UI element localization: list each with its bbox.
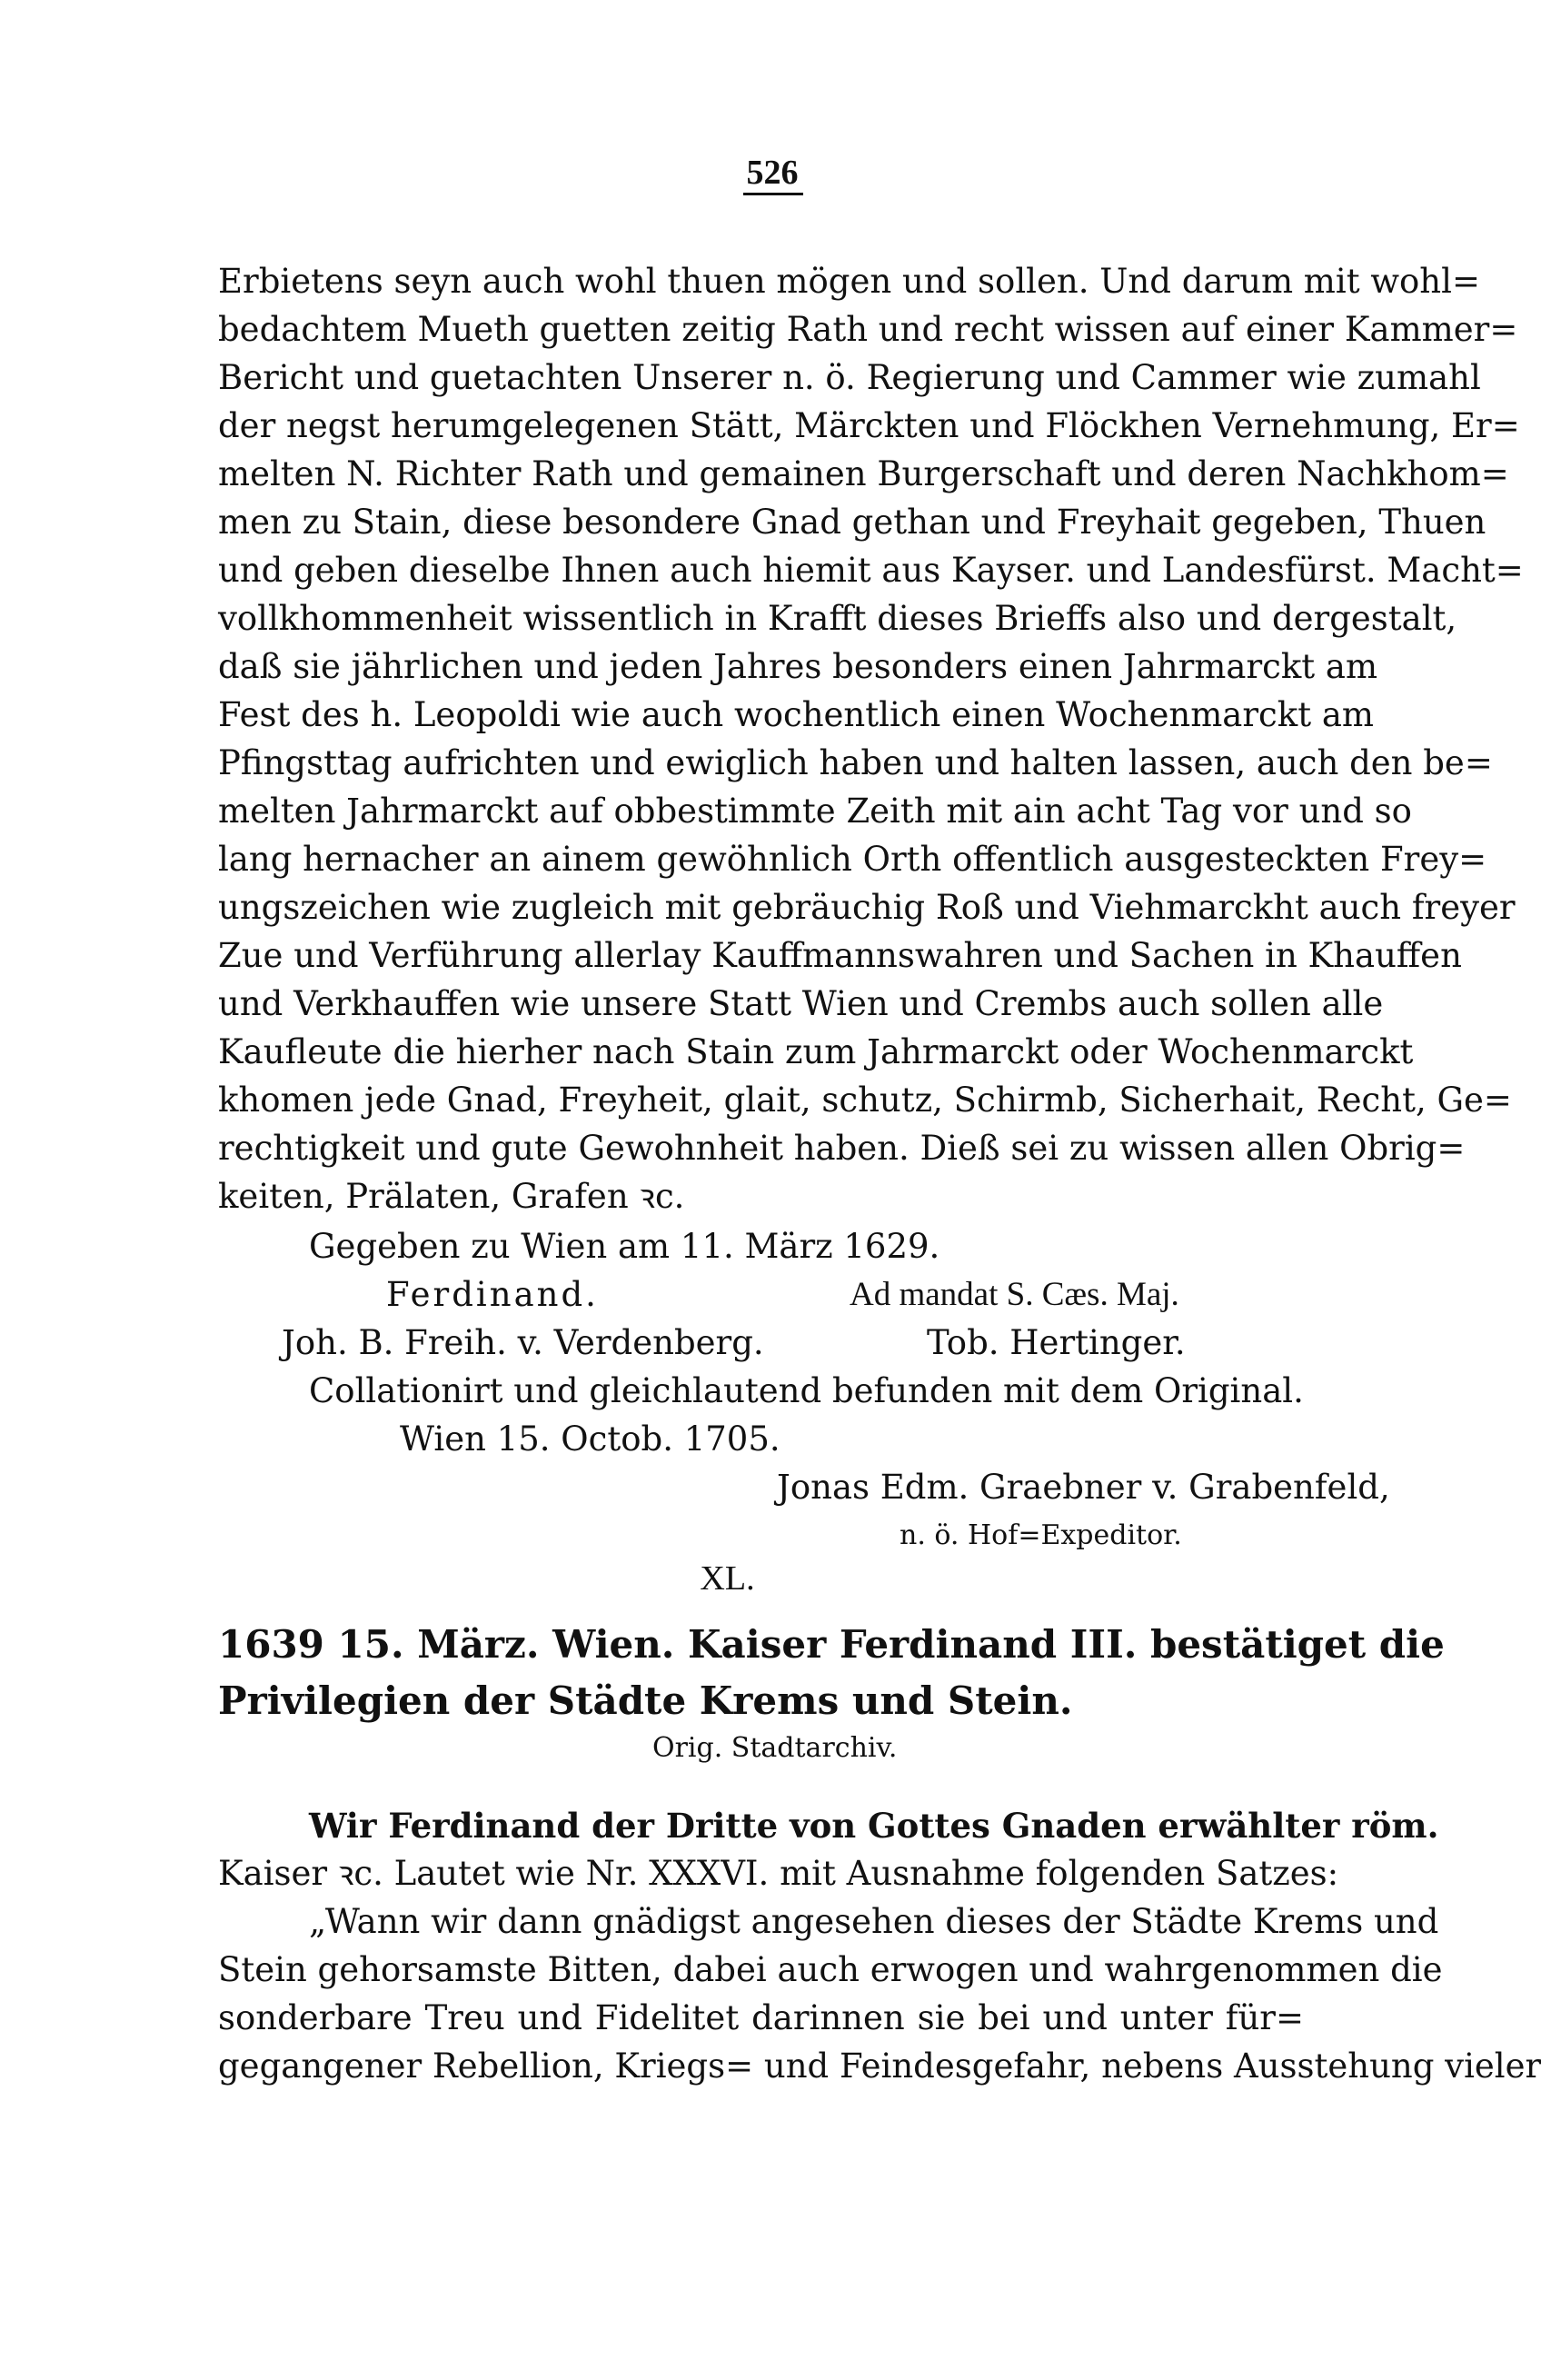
page-number: 526 xyxy=(746,154,799,192)
signature-verdenberg: Joh. B. Freih. v. Verdenberg. xyxy=(282,1323,764,1362)
text-line: Zue und Verführung allerlay Kauffmannswahren und Sachen in Khauffen xyxy=(218,936,1462,975)
text-line: sonderbare Treu und Fidelitet darinnen sie bei und unter für= xyxy=(218,1998,1304,2037)
text-line: Erbietens seyn auch wohl thuen mögen und sollen. Und darum mit wohl= xyxy=(218,262,1480,301)
text-line: und Verkhauffen wie unsere Statt Wien und Crembs auch sollen alle xyxy=(218,984,1384,1023)
text-line: Kaiser ꝛc. Lautet wie Nr. XXXVI. mit Ausnahme folgenden Satzes: xyxy=(218,1854,1339,1893)
text-line: Bericht und guetachten Unserer n. ö. Regierung und Cammer wie zumahl xyxy=(218,358,1481,397)
vienna-date: Wien 15. Octob. 1705. xyxy=(400,1419,780,1459)
text-line: melten Jahrmarckt auf obbestimmte Zeith mit ain acht Tag vor und so xyxy=(218,792,1412,831)
text-line: daß sie jährlichen und jeden Jahres besonders einen Jahrmarckt am xyxy=(218,647,1378,686)
section-title-line: Privilegien der Städte Krems und Stein. xyxy=(218,1678,1073,1723)
text-line: Stein gehorsamste Bitten, dabei auch erwogen und wahrgenommen die xyxy=(218,1950,1443,1989)
text-line: Kaufleute die hierher nach Stain zum Jahrmarckt oder Wochenmarckt xyxy=(218,1032,1414,1071)
source-note: Orig. Stadtarchiv. xyxy=(652,1732,898,1764)
text-line: ungszeichen wie zugleich mit gebräuchig Roß und Viehmarckht auch freyer xyxy=(218,888,1516,927)
text-line: khomen jede Gnad, Freyheit, glait, schutz, Schirmb, Sicherhait, Recht, Ge= xyxy=(218,1080,1512,1120)
text-line: Pfingsttag aufrichten und ewiglich haben und halten lassen, auch den be= xyxy=(218,743,1493,782)
signer-name: Jonas Edm. Graebner v. Grabenfeld, xyxy=(777,1468,1390,1507)
text-line: keiten, Prälaten, Grafen ꝛc. xyxy=(218,1177,685,1216)
text-line: rechtigkeit und gute Gewohnheit haben. Dieß sei zu wissen allen Obrig= xyxy=(218,1129,1466,1168)
signature-hertinger: Tob. Hertinger. xyxy=(927,1323,1186,1362)
text-line: melten N. Richter Rath und gemainen Burgerschaft und deren Nachkhom= xyxy=(218,454,1509,493)
text-line: vollkhommenheit wissentlich in Krafft dieses Brieffs also und dergestalt, xyxy=(218,599,1457,638)
collation-line: Collationirt und gleichlautend befunden mit dem Original. xyxy=(309,1371,1304,1410)
signer-title: n. ö. Hof=Expeditor. xyxy=(900,1519,1182,1551)
section-title-line: 1639 15. März. Wien. Kaiser Ferdinand III. bestätiget die xyxy=(218,1622,1445,1667)
text-line: Fest des h. Leopoldi wie auch wochentlich einen Wochenmarckt am xyxy=(218,695,1374,734)
text-line: men zu Stain, diese besondere Gnad gethan und Freyhait gegeben, Thuen xyxy=(218,503,1486,542)
section-number: XL. xyxy=(700,1559,755,1598)
text-line: gegangener Rebellion, Kriegs= und Feindesgefahr, nebens Ausstehung vieler xyxy=(218,2046,1541,2086)
given-line: Gegeben zu Wien am 11. März 1629. xyxy=(309,1227,940,1266)
text-line: und geben dieselbe Ihnen auch hiemit aus Kayser. und Landesfürst. Macht= xyxy=(218,551,1524,590)
text-line: lang hernacher an ainem gewöhnlich Orth offentlich ausgesteckten Frey= xyxy=(218,840,1487,879)
text-line: Wir Ferdinand der Dritte von Gottes Gnaden erwählter röm. xyxy=(309,1806,1439,1846)
text-line: der negst herumgelegenen Stätt, Märckten und Flöckhen Vernehmung, Er= xyxy=(218,406,1520,445)
page-number-underline xyxy=(743,193,803,195)
text-line: bedachtem Mueth guetten zeitig Rath und recht wissen auf einer Kammer= xyxy=(218,310,1518,349)
signature-ferdinand: Ferdinand. xyxy=(386,1275,599,1314)
text-line: „Wann wir dann gnädigst angesehen dieses der Städte Krems und xyxy=(309,1902,1439,1941)
signature-mandate: Ad mandat S. Cæs. Maj. xyxy=(850,1276,1179,1313)
